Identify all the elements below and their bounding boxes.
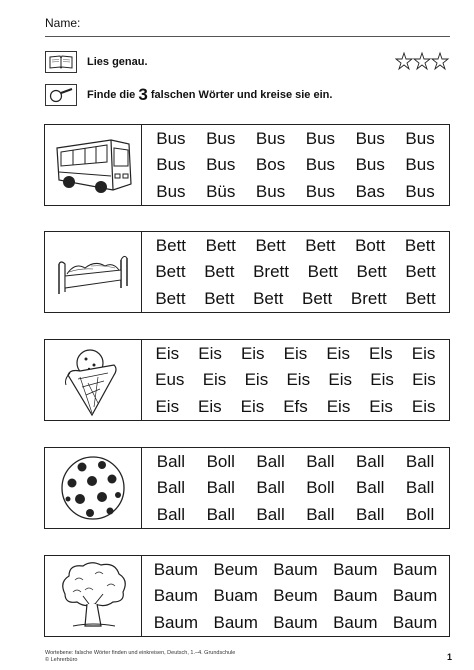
word[interactable]: Eus xyxy=(155,370,185,390)
ball-icon xyxy=(45,448,142,528)
word-row xyxy=(142,259,449,286)
word[interactable]: Bus xyxy=(405,155,435,175)
word-row xyxy=(142,152,449,179)
word[interactable]: Ball xyxy=(156,451,186,471)
instruction-find-prefix: Finde die xyxy=(87,89,136,101)
word-grid-ice-cream xyxy=(142,340,449,420)
word[interactable]: Eis xyxy=(240,343,265,363)
word[interactable]: Eis xyxy=(244,370,269,390)
bed-icon xyxy=(45,232,142,312)
word[interactable]: Brett xyxy=(350,288,387,308)
word[interactable]: Boll xyxy=(405,504,435,524)
word[interactable]: Büs xyxy=(206,181,236,201)
word[interactable]: Beum xyxy=(273,586,318,606)
word[interactable]: Ball xyxy=(256,504,285,524)
word[interactable]: Baum xyxy=(273,612,318,632)
page-number: 1 xyxy=(446,652,452,662)
word[interactable]: Efs xyxy=(283,396,308,416)
word[interactable]: Baum xyxy=(333,586,378,606)
book-icon xyxy=(45,51,77,73)
word[interactable]: Eis xyxy=(155,396,180,416)
word-row xyxy=(142,609,449,636)
word[interactable]: Baum xyxy=(392,586,438,606)
tree-icon xyxy=(45,556,142,636)
word[interactable]: Eis xyxy=(283,343,308,363)
word[interactable]: Ball xyxy=(356,478,385,498)
word-row xyxy=(142,448,449,475)
instruction-find xyxy=(45,84,332,106)
word-grid-bus xyxy=(142,125,449,205)
word-row xyxy=(142,178,449,205)
word-row xyxy=(142,232,449,259)
word[interactable]: Beum xyxy=(213,559,258,579)
word[interactable]: Eis xyxy=(240,396,265,416)
word[interactable]: Ball xyxy=(156,478,186,498)
word[interactable]: Boll xyxy=(306,478,335,498)
word[interactable]: Ball xyxy=(206,478,235,498)
word[interactable]: Bus xyxy=(355,128,385,148)
word[interactable]: Bett xyxy=(204,288,235,308)
word[interactable]: Bott xyxy=(355,235,386,255)
word[interactable]: Bus xyxy=(156,155,186,175)
word[interactable]: Eis xyxy=(412,370,436,390)
word[interactable]: Bus xyxy=(405,181,435,201)
word[interactable]: Bett xyxy=(155,235,187,255)
word[interactable]: Bus xyxy=(305,181,336,201)
word-row xyxy=(142,367,449,394)
word[interactable]: Bus xyxy=(255,181,286,201)
word[interactable]: Bett xyxy=(405,262,436,282)
word[interactable]: Ball xyxy=(405,451,435,471)
word[interactable]: Baum xyxy=(153,559,199,579)
exercise-ball xyxy=(44,447,450,529)
word-grid-tree xyxy=(142,556,449,636)
word[interactable]: Ball xyxy=(156,504,186,524)
footer-line-1: Wortebene: falsche Wörter finden und einkreisen, Deutsch, 1.–4. Grundschule xyxy=(45,650,236,656)
name-line[interactable] xyxy=(45,12,450,37)
word[interactable]: Baum xyxy=(392,559,438,579)
word[interactable]: Bett xyxy=(253,288,284,308)
exercise-ice-cream xyxy=(44,339,450,421)
word[interactable]: Els xyxy=(369,343,393,363)
instruction-read-text: Lies genau. xyxy=(87,56,148,68)
word-row xyxy=(142,285,449,312)
word-row xyxy=(142,556,449,583)
word[interactable]: Eis xyxy=(411,343,436,363)
word[interactable]: Bus xyxy=(156,128,186,148)
word[interactable]: Bus xyxy=(156,181,186,201)
word[interactable]: Eis xyxy=(326,396,351,416)
word[interactable]: Eis xyxy=(202,370,227,390)
word[interactable]: Baum xyxy=(153,612,199,632)
word[interactable]: Baum xyxy=(153,586,199,606)
word-row xyxy=(142,501,449,528)
word[interactable]: Bett xyxy=(205,235,236,255)
word[interactable]: Brett xyxy=(253,262,289,282)
word[interactable]: Eis xyxy=(286,370,311,390)
bus-icon xyxy=(45,125,142,205)
word[interactable]: Bett xyxy=(204,262,235,282)
word[interactable]: Bus xyxy=(305,128,336,148)
ice-cream-icon xyxy=(45,340,142,420)
word[interactable]: Bus xyxy=(405,128,435,148)
word[interactable]: Eis xyxy=(370,370,394,390)
word[interactable]: Bett xyxy=(255,235,286,255)
word[interactable]: Bett xyxy=(305,235,336,255)
magnifier-icon xyxy=(45,84,77,106)
word[interactable]: Eis xyxy=(155,343,180,363)
word[interactable]: Baum xyxy=(273,559,318,579)
word[interactable]: Bus xyxy=(255,128,286,148)
word[interactable]: Eis xyxy=(198,343,222,363)
word[interactable]: Bus xyxy=(355,155,385,175)
word[interactable]: Bett xyxy=(155,262,186,282)
three-stars-icon xyxy=(395,50,450,72)
instruction-find-text xyxy=(87,85,332,105)
word-row xyxy=(142,583,449,610)
word[interactable]: Baum xyxy=(213,612,258,632)
word[interactable]: Boll xyxy=(206,451,235,471)
word[interactable]: Buam xyxy=(213,586,258,606)
word[interactable]: Ball xyxy=(256,451,285,471)
word[interactable]: Bus xyxy=(206,155,236,175)
word[interactable]: Eis xyxy=(328,370,352,390)
instruction-find-number: 3 xyxy=(138,85,148,104)
word-grid-bed xyxy=(142,232,449,312)
word-grid-ball xyxy=(142,448,449,528)
word[interactable]: Ball xyxy=(405,478,435,498)
word[interactable]: Bus xyxy=(206,128,236,148)
word[interactable]: Bett xyxy=(356,262,387,282)
word[interactable]: Ball xyxy=(356,504,385,524)
word-row xyxy=(142,340,449,367)
name-label: Name: xyxy=(45,16,81,30)
word[interactable]: Baum xyxy=(392,612,438,632)
footer-credits xyxy=(45,650,235,664)
word[interactable]: Bett xyxy=(307,262,338,282)
exercise-bed xyxy=(44,231,450,313)
footer-line-2: © Lehrerbüro xyxy=(45,657,78,663)
word[interactable]: Baum xyxy=(333,559,378,579)
word-row xyxy=(142,393,449,420)
word-row xyxy=(142,475,449,502)
word-row xyxy=(142,125,449,152)
word[interactable]: Baum xyxy=(333,612,378,632)
word[interactable]: Eis xyxy=(198,396,222,416)
word[interactable]: Bus xyxy=(305,155,336,175)
instruction-find-suffix: falschen Wörter und kreise sie ein. xyxy=(150,89,333,101)
word[interactable]: Bas xyxy=(355,181,385,201)
exercise-tree xyxy=(44,555,450,637)
exercise-bus xyxy=(44,124,450,206)
word[interactable]: Ball xyxy=(306,451,335,471)
word[interactable]: Bett xyxy=(405,288,436,308)
word[interactable]: Bett xyxy=(404,235,436,255)
word[interactable]: Ball xyxy=(306,504,335,524)
word[interactable]: Ball xyxy=(356,451,385,471)
word[interactable]: Eis xyxy=(411,396,436,416)
word[interactable]: Bett xyxy=(301,288,333,308)
word[interactable]: Eis xyxy=(326,343,350,363)
word[interactable]: Ball xyxy=(206,504,235,524)
instruction-read xyxy=(45,51,148,73)
word[interactable]: Ball xyxy=(256,478,285,498)
word[interactable]: Bett xyxy=(155,288,186,308)
word[interactable]: Bos xyxy=(255,155,286,175)
word[interactable]: Eis xyxy=(369,396,393,416)
